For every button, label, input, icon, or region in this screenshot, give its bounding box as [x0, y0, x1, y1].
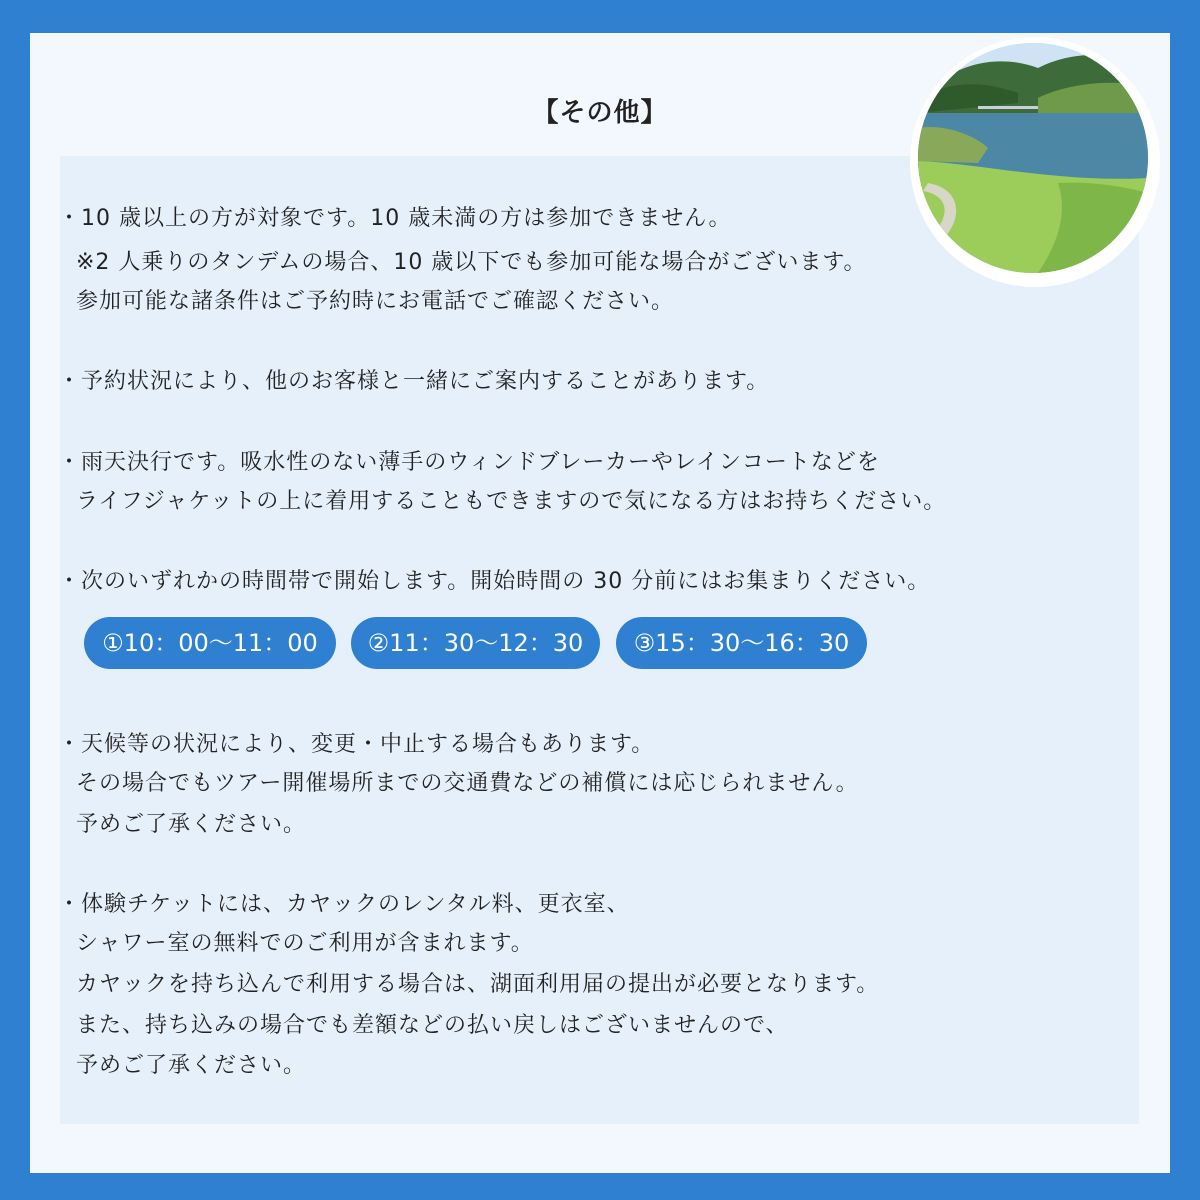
time-slot-2: ②11：30〜12：30: [351, 617, 600, 669]
rain-note-text-2: ライフジャケットの上に着用することもできますので気になる方はお持ちください。: [76, 489, 947, 514]
ticket-note-text-2: シャワー室の無料でのご利用が含まれます。: [76, 931, 534, 956]
reservation-note-text: ・予約状況により、他のお客様と一緒にご案内することがあります。: [58, 369, 770, 394]
lake-landscape-photo: [918, 43, 1148, 273]
page-title: 【その他】: [532, 98, 668, 128]
ticket-note-text-5: 予めご了承ください。: [76, 1053, 307, 1078]
ticket-note-text: ・体験チケットには、カヤックのレンタル料、更衣室、: [58, 892, 630, 917]
time-slot-3: ③15：30〜16：30: [616, 617, 867, 669]
time-slot-1: ①10：00〜11：00: [84, 617, 336, 669]
rain-note-text: ・雨天決行です。吸水性のない薄手のウィンドブレーカーやレインコートなどを: [58, 450, 880, 475]
start-times-text: ・次のいずれかの時間帯で開始します。開始時間の 30 分前にはお集まりください。: [58, 569, 931, 594]
weather-note-text-2: その場合でもツアー開催場所までの交通費などの補償には応じられません。: [76, 771, 859, 796]
tandem-note-text: ※2 人乗りのタンデムの場合、10 歳以下でも参加可能な場合がございます。: [76, 250, 867, 275]
age-rule-text: ・10 歳以上の方が対象です。10 歳未満の方は参加できません。: [58, 206, 732, 231]
ticket-note-text-3: カヤックを持ち込んで利用する場合は、湖面利用届の提出が必要となります。: [76, 972, 880, 997]
weather-note-text-3: 予めご了承ください。: [76, 812, 307, 837]
ticket-note-text-4: また、持ち込みの場合でも差額などの払い戻しはございませんので、: [76, 1013, 789, 1038]
conditions-note-text: 参加可能な諸条件はご予約時にお電話でご確認ください。: [76, 289, 675, 314]
weather-note-text: ・天候等の状況により、変更・中止する場合もあります。: [58, 732, 655, 757]
